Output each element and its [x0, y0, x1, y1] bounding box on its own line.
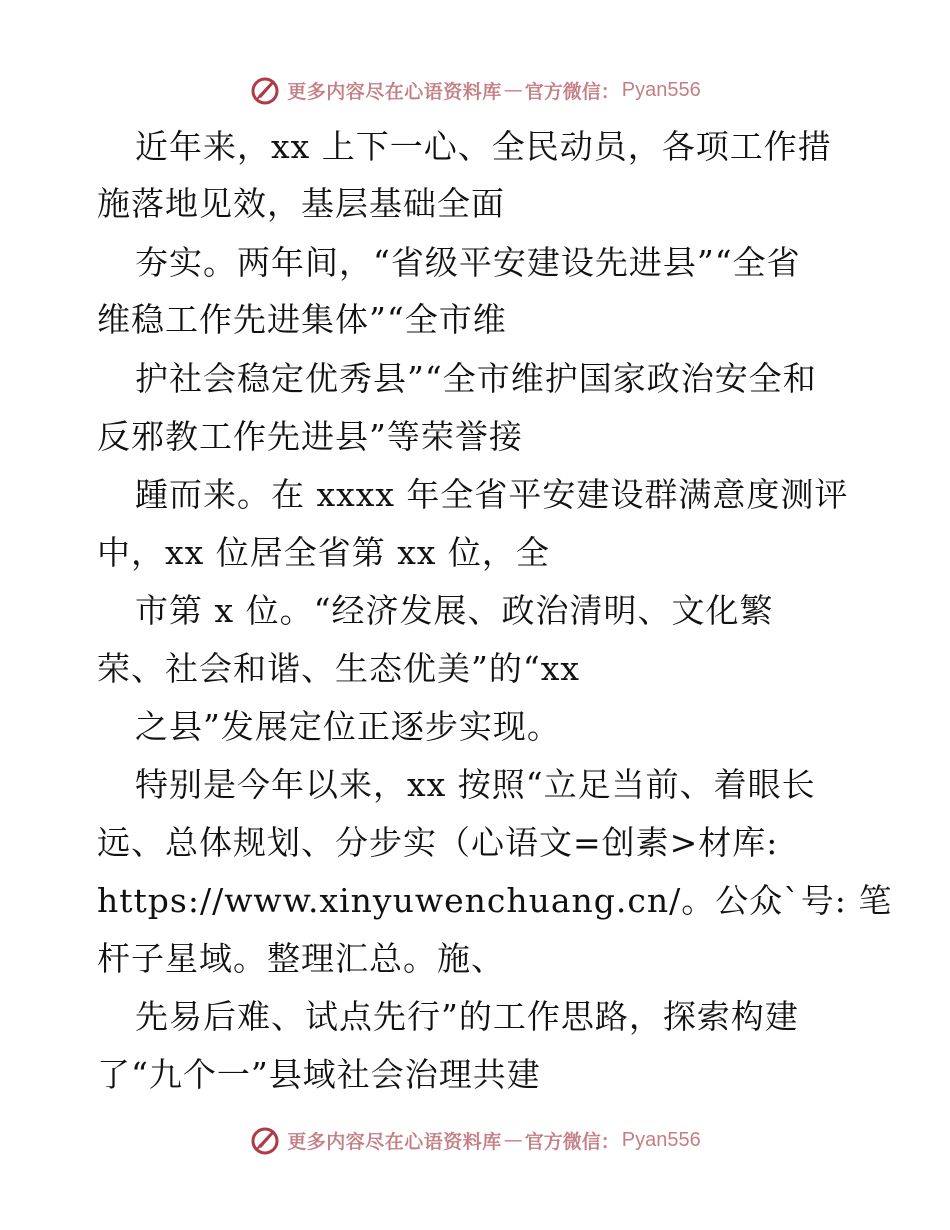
banner-dash: — [503, 1129, 523, 1151]
text-line: 之县”发展定位正逐步实现。 [135, 707, 561, 746]
banner-wechat-label: 官方微信： [524, 1130, 620, 1153]
header-banner [0, 72, 950, 108]
text-line: https://www.xinyuwenchuang.cn/。公众`号: 笔 [97, 881, 893, 920]
footer-banner [0, 1122, 950, 1158]
text-line: 了“九个一”县域社会治理共建 [97, 1055, 541, 1094]
text-line: 中，xx 位居全省第 xx 位，全 [97, 533, 550, 572]
banner-main-text: 更多内容尽在心语资料库 [287, 1130, 502, 1153]
text-line: 远、总体规划、分步实（心语文=创素>材库: [97, 823, 779, 862]
text-line: 市第 x 位。“经济发展、政治清明、文化繁 [135, 591, 774, 630]
text-line: 近年来，xx 上下一心、全民动员，各项工作措 [135, 127, 832, 166]
text-line: 先易后难、试点先行”的工作思路，探索构建 [135, 997, 799, 1036]
text-line: 杆子星域。整理汇总。施、 [97, 939, 505, 978]
banner-main-text: 更多内容尽在心语资料库 [287, 80, 502, 103]
text-line: 护社会稳定优秀县”“全市维护国家政治安全和 [135, 359, 817, 398]
text-line: 荣、社会和谐、生态优美”的“xx [97, 649, 580, 688]
banner-wechat-id: Pyan556 [621, 1128, 701, 1151]
banner-dash: — [503, 79, 523, 101]
text-line: 施落地见效，基层基础全面 [97, 184, 505, 223]
quill-seal-icon [249, 74, 281, 106]
text-line: 特别是今年以来，xx 按照“立足当前、着眼长 [135, 765, 816, 804]
text-line: 夯实。两年间，“省级平安建设先进县”“全省 [135, 243, 801, 282]
text-line: 反邪教工作先进县”等荣誉接 [97, 417, 523, 456]
banner-wechat-id: Pyan556 [621, 78, 701, 101]
banner-wechat-label: 官方微信： [524, 80, 620, 103]
quill-seal-icon [249, 1124, 281, 1156]
text-line: 踵而来。在 xxxx 年全省平安建设群满意度测评 [135, 475, 849, 514]
text-line: 维稳工作先进集体”“全市维 [97, 300, 507, 339]
